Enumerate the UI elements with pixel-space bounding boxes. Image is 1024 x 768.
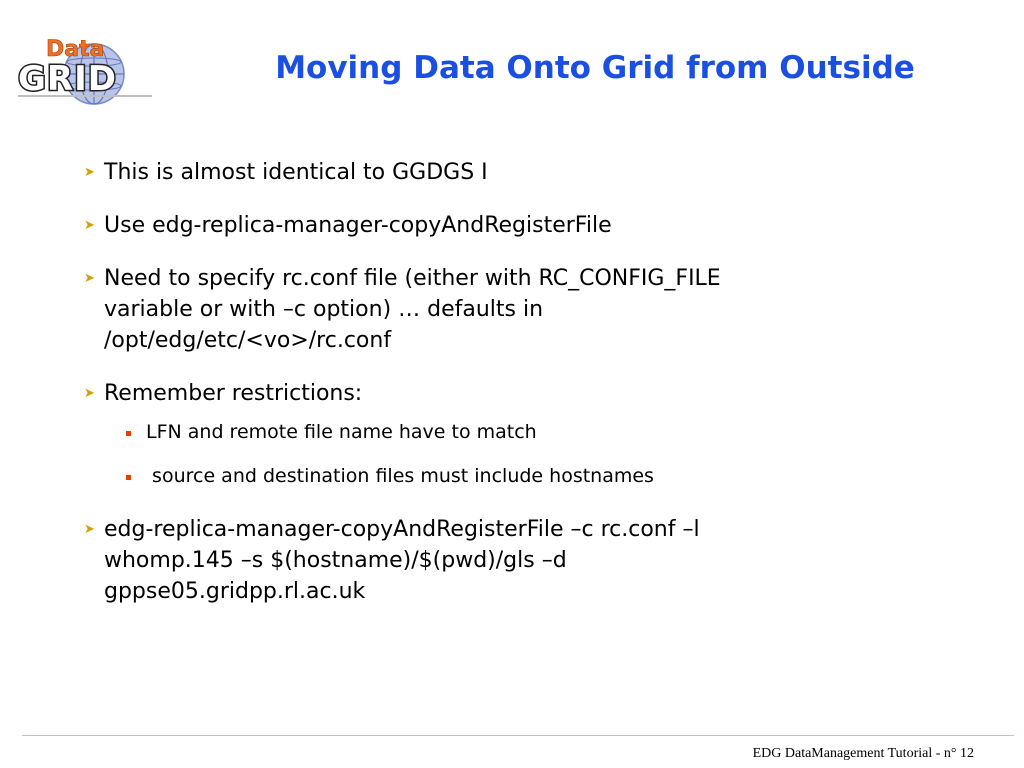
sub-bullet-item xyxy=(84,463,964,490)
bullet-text: edg-replica-manager-copyAndRegisterFile –c rc.conf –l whomp.145 –s $(hostname)/$(pwd)/gls –d gppse05.gridpp.rl.ac.uk xyxy=(104,517,700,604)
sub-bullet-item xyxy=(84,419,964,446)
square-icon xyxy=(126,475,131,480)
arrowhead-icon: ➤ xyxy=(84,522,95,537)
datagrid-logo xyxy=(16,30,156,110)
slide-title: Moving Data Onto Grid from Outside xyxy=(275,50,915,86)
bullet-text: Need to specify rc.conf file (either with RC_CONFIG_FILE variable or with –c option) … defaults in /opt/edg/etc/<vo>/rc.conf xyxy=(104,266,721,353)
bullet-item xyxy=(84,157,964,188)
bullet-text: This is almost identical to GGDGS I xyxy=(104,160,488,185)
arrowhead-icon: ➤ xyxy=(84,165,95,180)
globe-icon xyxy=(16,30,156,110)
bullet-item xyxy=(84,378,964,409)
bullet-item xyxy=(84,263,964,356)
sub-bullet-text: source and destination files must include hostnames xyxy=(146,465,654,487)
bullet-text: Use edg-replica-manager-copyAndRegisterFile xyxy=(104,213,612,238)
sub-bullet-text: LFN and remote file name have to match xyxy=(146,421,537,443)
square-icon xyxy=(126,431,131,436)
arrowhead-icon: ➤ xyxy=(84,271,95,286)
logo-top-text: Data xyxy=(46,37,105,62)
logo-main-text: GRID xyxy=(18,59,117,99)
bullet-text: Remember restrictions: xyxy=(104,381,363,406)
arrowhead-icon: ➤ xyxy=(84,218,95,233)
arrowhead-icon: ➤ xyxy=(84,386,95,401)
slide-content xyxy=(84,157,964,629)
bullet-item xyxy=(84,210,964,241)
footer-rule xyxy=(22,735,1014,736)
footer-text: EDG DataManagement Tutorial - n° 12 xyxy=(752,746,974,761)
bullet-item xyxy=(84,514,964,607)
